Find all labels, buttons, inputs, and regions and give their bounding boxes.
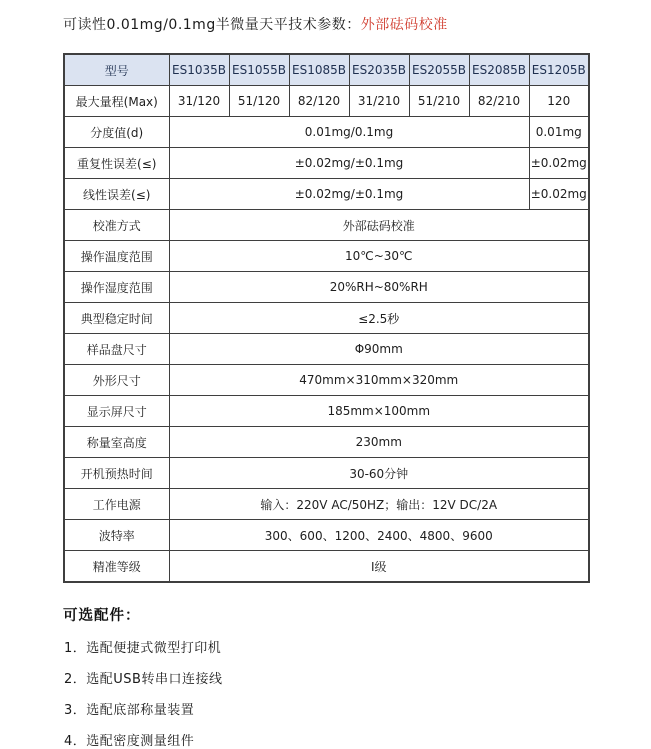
- spec-label: 波特率: [64, 520, 169, 551]
- model-name: ES1035B: [169, 54, 229, 86]
- row-dimensions: [64, 365, 589, 396]
- accessories-list: [64, 637, 651, 749]
- spec-label: 开机预热时间: [64, 458, 169, 489]
- spec-value-merged: 230mm: [169, 427, 589, 458]
- row-pan-size: [64, 334, 589, 365]
- spec-value: 82/210: [469, 86, 529, 117]
- spec-label: 分度值(d): [64, 117, 169, 148]
- model-name: ES2055B: [409, 54, 469, 86]
- spec-value-merged: 185mm×100mm: [169, 396, 589, 427]
- spec-value-merged: 外部砝码校准: [169, 210, 589, 241]
- spec-value: 0.01mg: [529, 117, 589, 148]
- spec-value: ±0.02mg: [529, 148, 589, 179]
- spec-value-merged: Φ90mm: [169, 334, 589, 365]
- accessory-item: 4．选配密度测量组件: [64, 734, 195, 749]
- spec-label: 外形尺寸: [64, 365, 169, 396]
- row-humidity-range: [64, 272, 589, 303]
- row-calibration: [64, 210, 589, 241]
- row-chamber-height: [64, 427, 589, 458]
- accessory-item: 3．选配底部称量装置: [64, 703, 195, 718]
- accessory-item: 1．选配便捷式微型打印机: [64, 641, 222, 656]
- spec-label: 样品盘尺寸: [64, 334, 169, 365]
- spec-label: 操作湿度范围: [64, 272, 169, 303]
- spec-value-merged: ≤2.5秒: [169, 303, 589, 334]
- model-name: ES1085B: [289, 54, 349, 86]
- row-warmup-time: [64, 458, 589, 489]
- row-readability: [64, 117, 589, 148]
- spec-label: 精准等级: [64, 551, 169, 583]
- spec-table: [63, 53, 590, 583]
- row-model-header: [64, 54, 589, 86]
- row-power-supply: [64, 489, 589, 520]
- model-name: ES1055B: [229, 54, 289, 86]
- spec-label: 称量室高度: [64, 427, 169, 458]
- spec-label: 操作温度范围: [64, 241, 169, 272]
- row-accuracy-class: [64, 551, 589, 583]
- spec-label: 线性误差(≤): [64, 179, 169, 210]
- model-name: ES2085B: [469, 54, 529, 86]
- spec-value-merged: 470mm×310mm×320mm: [169, 365, 589, 396]
- spec-label: 型号: [64, 54, 169, 86]
- row-repeatability: [64, 148, 589, 179]
- spec-value-merged: 输入：220V AC/50HZ；输出：12V DC/2A: [169, 489, 589, 520]
- spec-value-merged: 10℃~30℃: [169, 241, 589, 272]
- accessories-heading: 可选配件：: [63, 608, 141, 624]
- spec-value: 82/120: [289, 86, 349, 117]
- model-name: ES2035B: [349, 54, 409, 86]
- spec-value: 31/210: [349, 86, 409, 117]
- accessory-item: 2．选配USB转串口连接线: [64, 672, 223, 687]
- spec-label: 典型稳定时间: [64, 303, 169, 334]
- row-linearity: [64, 179, 589, 210]
- spec-value: 51/120: [229, 86, 289, 117]
- row-display-size: [64, 396, 589, 427]
- title-highlight-text: 外部砝码校准: [360, 17, 448, 33]
- spec-value-merged: ±0.02mg/±0.1mg: [169, 148, 529, 179]
- spec-value: 120: [529, 86, 589, 117]
- spec-label: 校准方式: [64, 210, 169, 241]
- model-name: ES1205B: [529, 54, 589, 86]
- page-title: [63, 14, 651, 34]
- spec-value-merged: ±0.02mg/±0.1mg: [169, 179, 529, 210]
- spec-value: 51/210: [409, 86, 469, 117]
- spec-label: 最大量程(Max): [64, 86, 169, 117]
- spec-value-merged: Ⅰ级: [169, 551, 589, 583]
- spec-value-merged: 20%RH~80%RH: [169, 272, 589, 303]
- row-temperature-range: [64, 241, 589, 272]
- spec-label: 重复性误差(≤): [64, 148, 169, 179]
- spec-label: 工作电源: [64, 489, 169, 520]
- spec-label: 显示屏尺寸: [64, 396, 169, 427]
- spec-value-merged: 30-60分钟: [169, 458, 589, 489]
- title-main-text: 可读性0.01mg/0.1mg半微量天平技术参数：: [63, 17, 361, 33]
- row-baud-rate: [64, 520, 589, 551]
- spec-value: ±0.02mg: [529, 179, 589, 210]
- spec-value-merged: 0.01mg/0.1mg: [169, 117, 529, 148]
- row-stabilization-time: [64, 303, 589, 334]
- spec-value: 31/120: [169, 86, 229, 117]
- spec-value-merged: 300、600、1200、2400、4800、9600: [169, 520, 589, 551]
- row-max-capacity: [64, 86, 589, 117]
